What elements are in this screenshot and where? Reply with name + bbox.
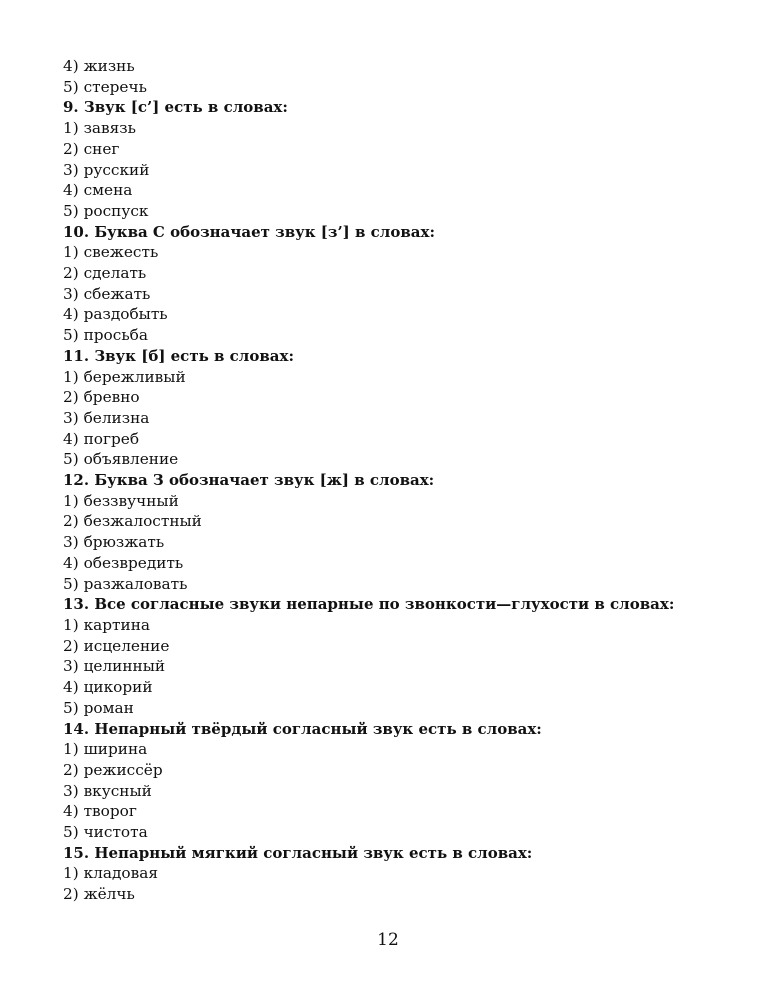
list-item: 3) вкусный [63, 781, 152, 800]
list-item: 5) разжаловать [63, 574, 188, 593]
list-item: 1) картина [63, 615, 151, 634]
question-14-title: 14. Непарный твёрдый согласный звук есть в словах: [63, 719, 542, 738]
list-item: 4) обезвредить [63, 553, 184, 572]
list-item: 2) бревно [63, 388, 140, 407]
list-item: 1) беззвучный [63, 491, 179, 510]
list-item: 3) русский [63, 160, 150, 179]
list-item: 3) сбежать [63, 284, 151, 303]
list-item: 5) просьба [63, 326, 148, 345]
question-12-title: 12. Буква З обозначает звук [ж] в словах: [63, 471, 435, 490]
list-item: 1) завязь [63, 119, 136, 138]
list-item: 4) творог [63, 802, 137, 821]
list-item: 5) объявление [63, 450, 179, 469]
list-item: 5) стеречь [63, 77, 147, 96]
list-item: 2) сделать [63, 264, 147, 283]
list-item: 4) смена [63, 181, 133, 200]
list-item: 5) роспуск [63, 201, 149, 220]
list-item: 3) брюзжать [63, 533, 165, 552]
list-item: 2) снег [63, 139, 120, 158]
list-item: 5) чистота [63, 823, 148, 842]
question-10-title: 10. Буква С обозначает звук [з’] в словах: [63, 222, 435, 241]
question-15-title: 15. Непарный мягкий согласный звук есть в словах: [63, 843, 533, 862]
list-item: 4) погреб [63, 429, 140, 448]
list-item: 3) белизна [63, 408, 150, 427]
list-item: 3) целинный [63, 657, 166, 676]
list-item: 1) ширина [63, 740, 148, 759]
list-item: 2) режиссёр [63, 760, 163, 779]
list-item: 2) безжалостный [63, 512, 202, 531]
list-item: 1) свежесть [63, 243, 159, 262]
question-11-title: 11. Звук [б] есть в словах: [63, 346, 294, 365]
question-9-title: 9. Звук [с’] есть в словах: [63, 98, 288, 117]
list-item: 1) кладовая [63, 864, 158, 883]
page-number: 12 [377, 930, 399, 950]
list-item: 4) цикорий [63, 678, 153, 697]
list-item: 4) жизнь [63, 57, 135, 75]
list-item: 5) роман [63, 698, 134, 717]
document-body [63, 56, 723, 905]
list-item: 2) жёлчь [63, 885, 135, 904]
list-item: 4) раздобыть [63, 305, 168, 324]
list-item: 1) бережливый [63, 367, 186, 386]
list-item: 2) исцеление [63, 636, 170, 655]
question-13-title: 13. Все согласные звуки непарные по звонкости—глухости в словах: [63, 595, 675, 614]
